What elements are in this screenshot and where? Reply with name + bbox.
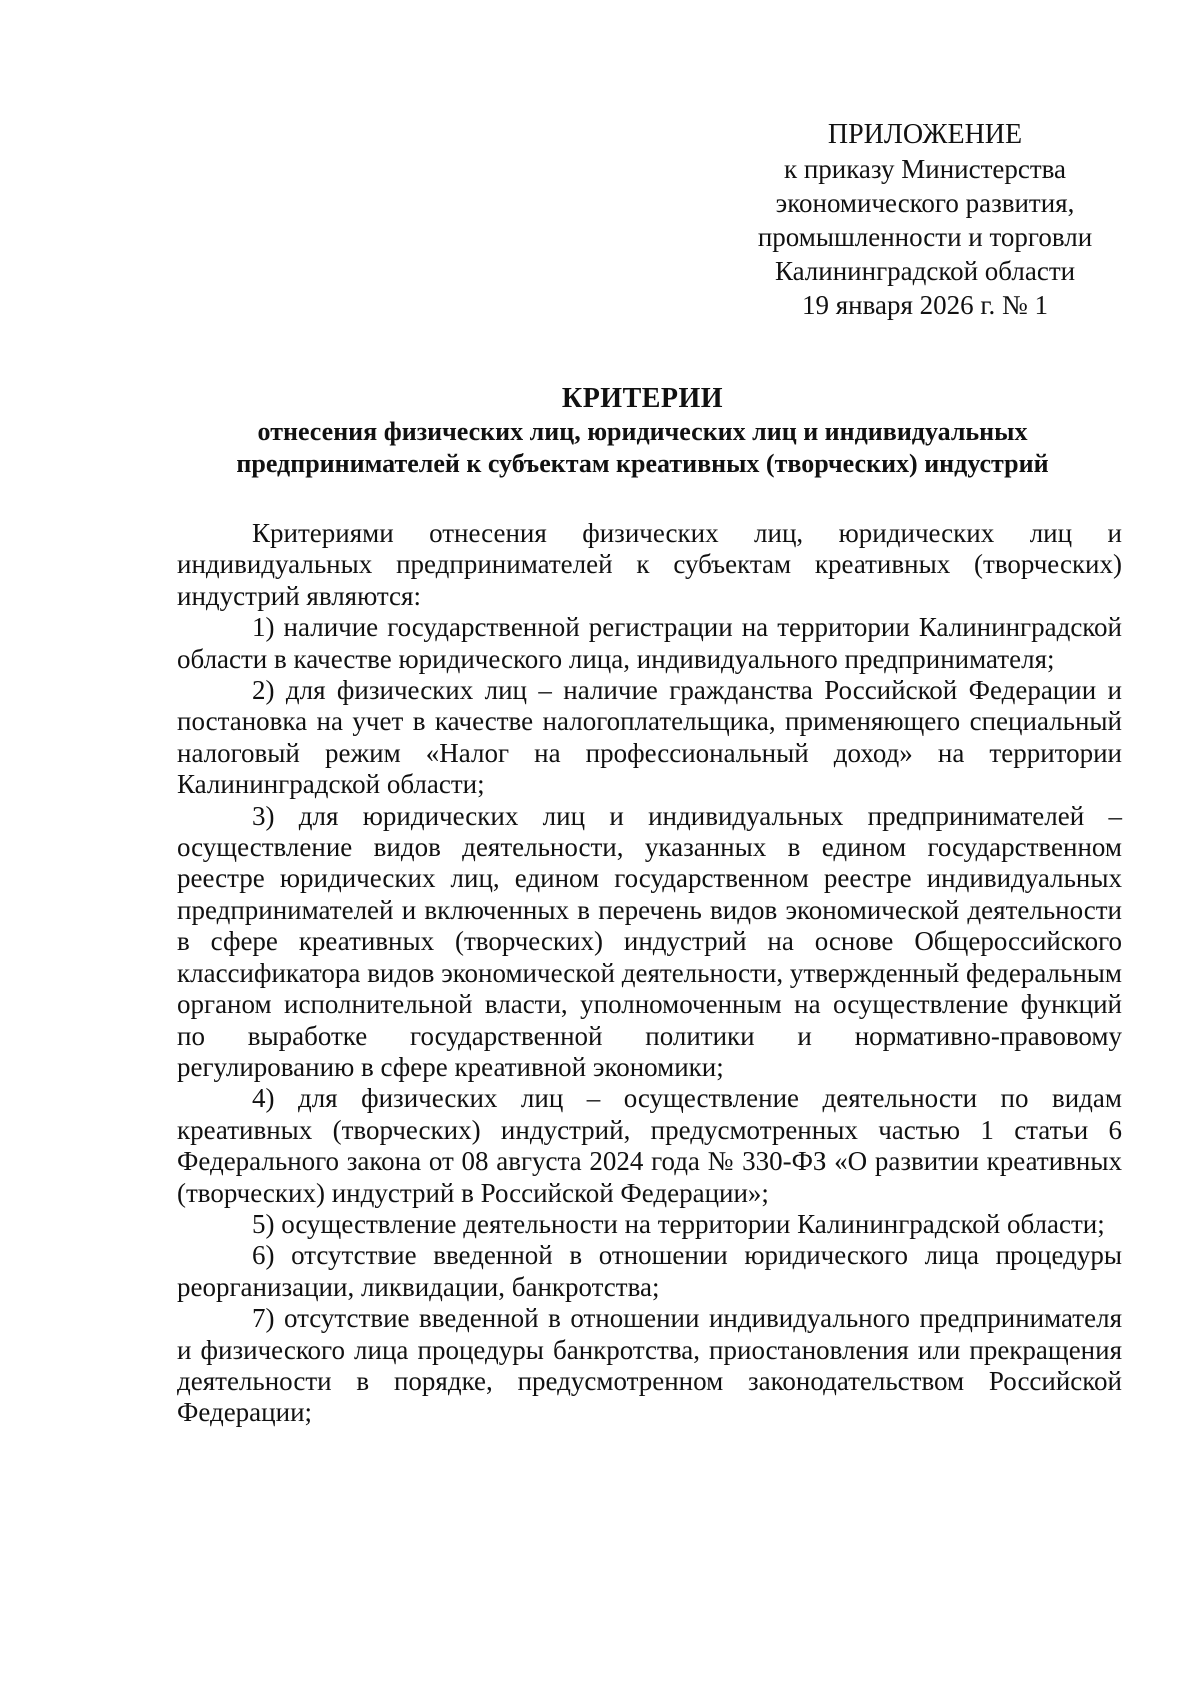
document-subtitle-line-2: предпринимателей к субъектам креативных (творческих) индустрий (236, 449, 1049, 478)
annex-line-industry: промышленности и торговли (757, 222, 1093, 252)
intro-paragraph: Критериями отнесения физических лиц, юридических лиц и индивидуальных предпринимателей к субъектам креативных (творческих) индустрий являются: (177, 518, 1122, 611)
criterion-item-3: 3) для юридических лиц и индивидуальных предпринимателей – осуществление видов деятельности, указанных в едином государственном реестре юридических лиц, едином государственном реестре индивидуальных предпринимателей и включенных в перечень видов экономической деятельности в сфере креативных (творческих) индустрий на основе Общероссийского классификатора видов экономической деятельности, утвержденный федеральным органом исполнительной власти, уполномоченным на осуществление функций по выработке государственной политики и нормативно-правовому регулированию в сфере креативной экономики; (177, 800, 1122, 1082)
annex-line-ministry: экономического развития, (775, 188, 1075, 218)
document-heading (160, 382, 1125, 480)
criterion-item-2: 2) для физических лиц – наличие гражданства Российской Федерации и постановка на учет в качестве налогоплательщика, применяющего специальный налоговый режим «Налог на профессиональный доход» на территории Калининградской области; (177, 675, 1122, 800)
criterion-item-6: 6) отсутствие введенной в отношении юридического лица процедуры реорганизации, ликвидации, банкротства; (177, 1240, 1122, 1302)
annex-line-order: к приказу Министерства (783, 154, 1067, 184)
criterion-item-1: 1) наличие государственной регистрации на территории Калининградской области в качестве юридического лица, индивидуального предпринимателя; (177, 612, 1122, 674)
criterion-item-4: 4) для физических лиц – осуществление деятельности по видам креативных (творческих) индустрий, предусмотренных частью 1 статьи 6 Федерального закона от 08 августа 2024 года № 330-ФЗ «О развитии креативных (творческих) индустрий в Российской Федерации»; (177, 1083, 1122, 1208)
annex-line-date-number: 19 января 2026 г. № 1 (802, 290, 1048, 320)
annex-title: ПРИЛОЖЕНИЕ (827, 119, 1023, 150)
document-body (177, 518, 1122, 1429)
criterion-item-7: 7) отсутствие введенной в отношении индивидуального предпринимателя и физического лица процедуры банкротства, приостановления или прекращения деятельности в порядке, предусмотренном законодательством Российской Федерации; (177, 1303, 1122, 1428)
document-title: КРИТЕРИИ (561, 383, 724, 414)
annex-line-region: Калининградской области (774, 256, 1076, 286)
document-subtitle-line-1: отнесения физических лиц, юридических лиц и индивидуальных (257, 417, 1028, 446)
annex-header (730, 118, 1120, 322)
criterion-item-5: 5) осуществление деятельности на территории Калининградской области; (252, 1208, 1105, 1239)
